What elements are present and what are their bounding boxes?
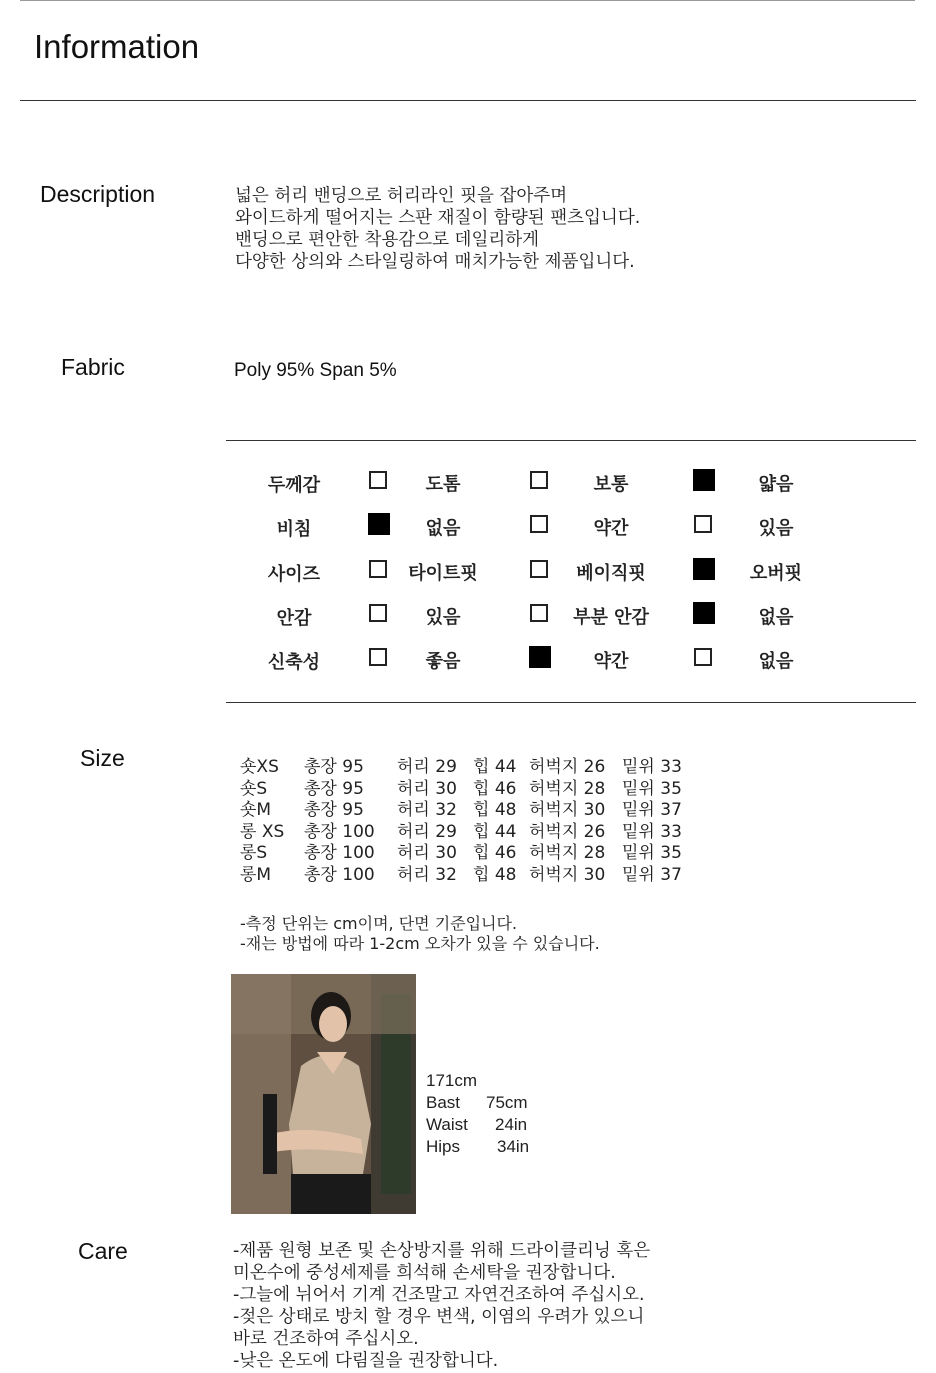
- attribute-checkbox: [369, 471, 387, 489]
- model-measure-label: Bast: [426, 1093, 461, 1112]
- size-cell-thigh: 허벅지 28: [529, 843, 606, 864]
- attribute-checkbox: [693, 469, 715, 491]
- care-line: -제품 원형 보존 및 손상방지를 위해 드라이클리닝 혹은: [233, 1241, 651, 1261]
- attribute-checkbox: [530, 515, 548, 533]
- attribute-checkbox: [369, 604, 387, 622]
- attribute-checkbox: [530, 560, 548, 578]
- size-cell-hem: 밑위 33: [622, 757, 682, 777]
- size-cell-hem: 밑위 37: [622, 800, 682, 821]
- attribute-checkbox: [693, 558, 715, 580]
- attribute-label: 사이즈: [267, 564, 321, 585]
- page-title: Information: [34, 28, 200, 65]
- attributes-bottom-divider: [226, 702, 916, 703]
- attribute-option: 없음: [758, 607, 794, 628]
- size-row: [0, 752, 936, 777]
- size-cell-hem: 밑위 35: [622, 778, 682, 799]
- attribute-label: 안감: [276, 608, 312, 629]
- size-heading: Size: [80, 745, 125, 771]
- model-measure-label: Hips: [426, 1137, 461, 1156]
- model-height: 171cm: [426, 1071, 478, 1090]
- model-photo-illustration: [231, 974, 416, 1214]
- fabric-heading: Fabric: [61, 354, 125, 380]
- size-cell-thigh: 허벅지 26: [529, 757, 606, 777]
- attribute-option: 오버핏: [749, 563, 803, 584]
- size-cell-hip: 힙 44: [473, 757, 517, 777]
- attribute-label: 비침: [276, 519, 312, 540]
- size-cell-length: 총장 95: [304, 757, 364, 777]
- attribute-checkbox: [369, 560, 387, 578]
- attribute-option: 없음: [425, 518, 461, 539]
- attribute-option: 있음: [425, 607, 461, 628]
- header-divider: [20, 100, 916, 101]
- attribute-checkbox: [693, 602, 715, 624]
- description-line: 다양한 상의와 스타일링하여 매치가능한 제품입니다.: [235, 252, 635, 272]
- size-cell-name: 숏XS: [240, 757, 279, 777]
- care-line: 미온수에 중성세제를 희석해 손세탁을 권장합니다.: [233, 1263, 616, 1283]
- size-cell-waist: 허리 32: [397, 800, 457, 821]
- model-measure-value: 75cm: [486, 1093, 528, 1112]
- size-cell-hip: 힙 44: [473, 821, 517, 842]
- size-cell-name: 롱S: [240, 843, 268, 864]
- size-cell-thigh: 허벅지 30: [529, 800, 606, 821]
- attribute-checkbox: [369, 648, 387, 666]
- attribute-option: 약간: [593, 518, 629, 539]
- size-cell-length: 총장 100: [304, 865, 375, 885]
- size-cell-thigh: 허벅지 28: [529, 778, 606, 799]
- attribute-checkbox: [694, 648, 712, 666]
- size-row: [0, 774, 936, 799]
- model-measure-row: [426, 1092, 528, 1114]
- size-row: [0, 838, 936, 864]
- size-cell-hip: 힙 48: [473, 800, 517, 821]
- attributes-top-divider: [226, 440, 916, 441]
- size-cell-thigh: 허벅지 30: [529, 865, 606, 885]
- size-note: -재는 방법에 따라 1-2cm 오차가 있을 수 있습니다.: [240, 934, 600, 953]
- size-cell-hip: 힙 46: [473, 843, 517, 864]
- care-line: 바로 건조하여 주십시오.: [233, 1329, 419, 1349]
- size-row: [0, 795, 936, 821]
- size-cell-waist: 허리 30: [397, 778, 457, 799]
- description-line: 넓은 허리 밴딩으로 허리라인 핏을 잡아주며: [235, 186, 568, 206]
- size-cell-thigh: 허벅지 26: [529, 821, 606, 842]
- attribute-option: 베이직핏: [576, 563, 646, 584]
- size-cell-name: 숏M: [240, 800, 272, 821]
- attribute-checkbox: [694, 515, 712, 533]
- size-cell-waist: 허리 32: [397, 865, 457, 885]
- attribute-row: [0, 645, 936, 675]
- top-divider: [20, 0, 915, 1]
- size-cell-hip: 힙 48: [473, 865, 517, 885]
- attribute-option: 도톰: [425, 474, 461, 495]
- attribute-checkbox: [368, 513, 390, 535]
- size-cell-name: 롱 XS: [240, 821, 285, 842]
- attribute-option: 좋음: [425, 651, 461, 672]
- model-measure-label: Waist: [426, 1115, 468, 1134]
- care-line: -그늘에 뉘어서 기계 건조말고 자연건조하여 주십시오.: [233, 1285, 645, 1305]
- attribute-option: 부분 안감: [573, 607, 649, 628]
- description-text: [235, 185, 640, 273]
- care-line: -낮은 온도에 다림질을 권장합니다.: [233, 1351, 499, 1371]
- attribute-row: [0, 601, 936, 631]
- attribute-option: 얇음: [758, 474, 794, 495]
- size-note: -측정 단위는 cm이며, 단면 기준입니다.: [240, 914, 518, 933]
- model-measure-row: [426, 1114, 528, 1136]
- attribute-checkbox: [530, 604, 548, 622]
- description-heading: Description: [40, 181, 156, 207]
- description-line: 와이드하게 떨어지는 스판 재질이 함량된 팬츠입니다.: [235, 208, 641, 228]
- attribute-option: 보통: [593, 474, 629, 495]
- care-heading: Care: [78, 1238, 128, 1264]
- attribute-row: [0, 557, 936, 587]
- attribute-option: 타이트핏: [408, 563, 478, 584]
- care-line: -젖은 상태로 방치 할 경우 변색, 이염의 우려가 있으니: [233, 1307, 645, 1327]
- size-cell-name: 숏S: [240, 778, 268, 799]
- size-cell-waist: 허리 29: [397, 757, 457, 777]
- size-cell-length: 총장 100: [304, 843, 375, 864]
- size-cell-length: 총장 95: [304, 778, 364, 799]
- model-measure-value: 24in: [495, 1115, 528, 1134]
- model-info: [426, 1070, 530, 1158]
- size-cell-hip: 힙 46: [473, 778, 517, 799]
- size-cell-length: 총장 100: [304, 821, 375, 842]
- size-cell-hem: 밑위 33: [622, 821, 682, 842]
- attribute-option: 약간: [593, 651, 629, 672]
- attribute-row: [0, 512, 936, 542]
- size-cell-hem: 밑위 37: [622, 865, 682, 885]
- model-photo: [231, 974, 416, 1214]
- size-cell-waist: 허리 30: [397, 843, 457, 864]
- attribute-row: [0, 468, 936, 498]
- care-text: [233, 1240, 650, 1372]
- description-line: 밴딩으로 편안한 착용감으로 데일리하게: [235, 230, 540, 250]
- model-measure-value: 34in: [497, 1137, 530, 1156]
- size-row: [0, 817, 936, 842]
- size-cell-waist: 허리 29: [397, 821, 457, 842]
- size-cell-length: 총장 95: [304, 800, 364, 821]
- size-cell-hem: 밑위 35: [622, 843, 682, 864]
- size-row: [0, 860, 936, 885]
- attribute-checkbox: [530, 471, 548, 489]
- size-notes: [240, 914, 600, 954]
- size-cell-name: 롱M: [240, 865, 272, 885]
- attribute-label: 신축성: [267, 652, 321, 673]
- fabric-value: Poly 95% Span 5%: [234, 360, 397, 381]
- attribute-label: 두께감: [267, 475, 321, 496]
- attribute-option: 있음: [758, 518, 794, 539]
- model-measure-row: [426, 1136, 530, 1158]
- attribute-checkbox: [529, 646, 551, 668]
- attribute-option: 없음: [758, 651, 794, 672]
